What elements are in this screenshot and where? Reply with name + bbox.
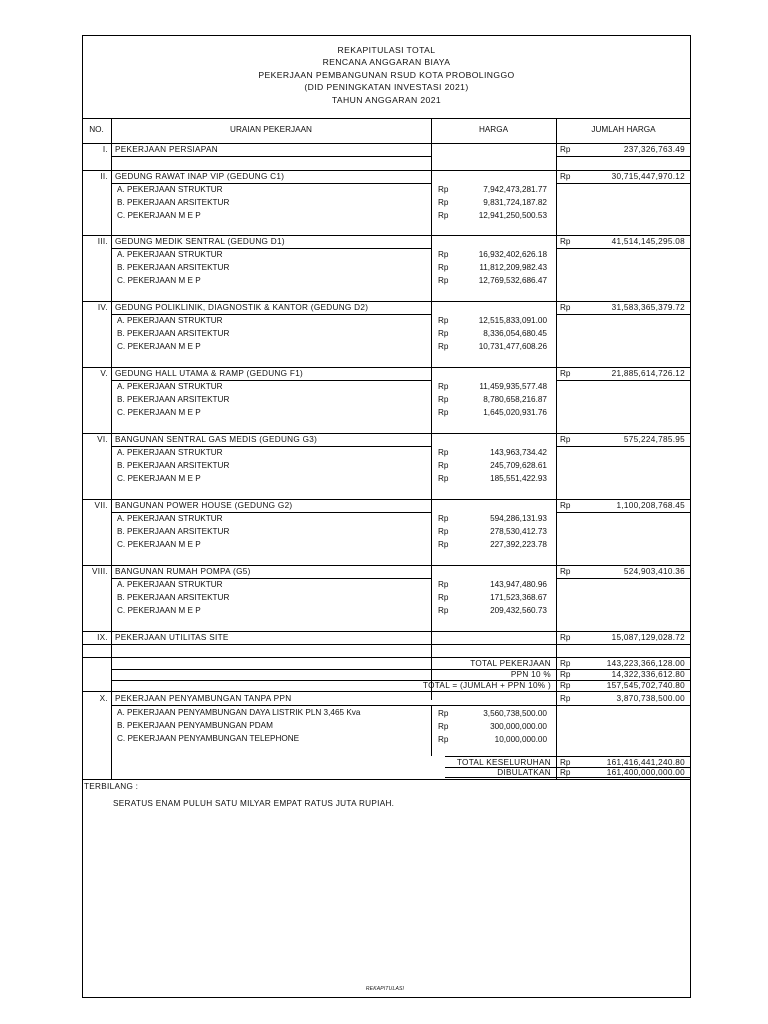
title-line-2: RENCANA ANGGARAN BIAYA: [322, 57, 451, 68]
item-price: 1,645,020,931.76: [483, 408, 547, 417]
section-total-underline: [556, 380, 691, 381]
header-no: NO.: [89, 125, 104, 134]
section-number: III.: [97, 237, 108, 246]
header-top-rule: [82, 118, 691, 119]
section-name: GEDUNG MEDIK SENTRAL (GEDUNG D1): [115, 237, 285, 246]
item-price: 10,000,000.00: [494, 735, 547, 744]
currency-label: Rp: [438, 316, 449, 325]
total-value: 143,223,366,128.00: [606, 659, 685, 668]
item-name: C. PEKERJAAN M E P: [117, 276, 201, 285]
item-name: A. PEKERJAAN STRUKTUR: [117, 448, 223, 457]
currency-label: Rp: [560, 768, 571, 777]
item-name: B. PEKERJAAN ARSITEKTUR: [117, 263, 230, 272]
section-total: 1,100,208,768.45: [616, 501, 685, 510]
currency-label: Rp: [438, 474, 449, 483]
currency-label: Rp: [438, 709, 449, 718]
header-harga: HARGA: [478, 125, 509, 134]
currency-label: Rp: [438, 580, 449, 589]
grand-total-value: 161,416,441,240.80: [606, 758, 685, 767]
item-name: A. PEKERJAAN STRUKTUR: [117, 382, 223, 391]
item-name: A. PEKERJAAN STRUKTUR: [117, 250, 223, 259]
terbilang-text: SERATUS ENAM PULUH SATU MILYAR EMPAT RATUS JUTA RUPIAH.: [113, 799, 395, 808]
table-bottom-rule: [82, 779, 691, 780]
currency-label: Rp: [438, 329, 449, 338]
item-price: 143,947,480.96: [490, 580, 547, 589]
section-name: GEDUNG HALL UTAMA & RAMP (GEDUNG F1): [115, 369, 304, 378]
currency-label: Rp: [438, 198, 449, 207]
currency-label: Rp: [438, 211, 449, 220]
item-name: C. PEKERJAAN M E P: [117, 606, 201, 615]
currency-label: Rp: [438, 540, 449, 549]
currency-label: Rp: [560, 237, 571, 246]
currency-label: Rp: [560, 501, 571, 510]
item-name: C. PEKERJAAN M E P: [117, 211, 201, 220]
item-name: C. PEKERJAAN M E P: [117, 540, 201, 549]
item-price: 209,432,560.73: [490, 606, 547, 615]
section-total-underline: [556, 156, 691, 157]
item-name: C. PEKERJAAN M E P: [117, 408, 201, 417]
section-total: 524,903,410.36: [623, 567, 685, 576]
item-price: 12,515,833,091.00: [478, 316, 547, 325]
section-name: BANGUNAN SENTRAL GAS MEDIS (GEDUNG G3): [115, 435, 318, 444]
item-price: 12,941,250,500.53: [478, 211, 547, 220]
item-name: A. PEKERJAAN STRUKTUR: [117, 185, 223, 194]
currency-label: Rp: [438, 382, 449, 391]
total-value: 14,322,336,612.80: [611, 670, 685, 679]
item-name: A. PEKERJAAN STRUKTUR: [117, 316, 223, 325]
section-number: IX.: [97, 633, 108, 642]
currency-label: Rp: [438, 735, 449, 744]
section-number: II.: [100, 172, 108, 181]
section-total: 41,514,145,295.08: [611, 237, 685, 246]
currency-label: Rp: [560, 145, 571, 154]
total-label: TOTAL = (JUMLAH + PPN 10% ): [422, 681, 551, 690]
currency-label: Rp: [560, 567, 571, 576]
section-total: 21,885,614,726.12: [611, 369, 685, 378]
currency-label: Rp: [560, 670, 571, 679]
page-footer: REKAPITULASI: [365, 986, 405, 992]
currency-label: Rp: [438, 342, 449, 351]
section-total: 237,326,763.49: [623, 145, 685, 154]
title-line-1: REKAPITULASI TOTAL: [337, 45, 436, 55]
item-price: 143,963,734.42: [490, 448, 547, 457]
currency-label: Rp: [560, 303, 571, 312]
item-name: B. PEKERJAAN PENYAMBUNGAN PDAM: [117, 721, 273, 730]
grand-total-label: TOTAL KESELURUHAN: [456, 758, 551, 767]
section-name: PEKERJAAN UTILITAS SITE: [115, 633, 229, 642]
terbilang-label: TERBILANG :: [84, 782, 139, 791]
section-name-underline: [111, 156, 431, 157]
total-label: TOTAL PEKERJAAN: [470, 659, 551, 668]
currency-label: Rp: [560, 694, 571, 703]
currency-label: Rp: [560, 633, 571, 642]
document-title: [82, 44, 691, 106]
section-name-underline: [111, 705, 691, 706]
item-price: 245,709,628.61: [490, 461, 547, 470]
currency-label: Rp: [438, 263, 449, 272]
item-price: 278,530,412.73: [490, 527, 547, 536]
header-jumlah: JUMLAH HARGA: [591, 125, 656, 134]
item-name: B. PEKERJAAN ARSITEKTUR: [117, 461, 230, 470]
total-value: 157,545,702,740.80: [606, 681, 685, 690]
item-name: A. PEKERJAAN STRUKTUR: [117, 514, 223, 523]
item-price: 227,392,223.78: [490, 540, 547, 549]
item-price: 171,523,368.67: [490, 593, 547, 602]
header-uraian: URAIAN PEKERJAAN: [230, 125, 312, 134]
title-line-5: TAHUN ANGGARAN 2021: [331, 94, 442, 105]
item-name: B. PEKERJAAN ARSITEKTUR: [117, 527, 230, 536]
currency-label: Rp: [438, 448, 449, 457]
section-number: V.: [100, 369, 108, 378]
item-price: 10,731,477,608.26: [478, 342, 547, 351]
section-number: I.: [102, 145, 108, 154]
section-total-underline: [556, 314, 691, 315]
section-total: 575,224,785.95: [623, 435, 685, 444]
title-line-4: (DID PENINGKATAN INVESTASI 2021): [304, 82, 469, 93]
currency-label: Rp: [438, 606, 449, 615]
currency-label: Rp: [560, 435, 571, 444]
currency-label: Rp: [560, 758, 571, 767]
item-price: 11,459,935,577.48: [479, 382, 547, 391]
currency-label: Rp: [438, 722, 449, 731]
title-line-3: PEKERJAAN PEMBANGUNAN RSUD KOTA PROBOLINGGO: [258, 69, 515, 80]
currency-label: Rp: [438, 395, 449, 404]
item-price: 185,551,422.93: [490, 474, 547, 483]
grand-total-rule: [445, 777, 691, 778]
currency-label: Rp: [438, 461, 449, 470]
item-name: C. PEKERJAAN M E P: [117, 474, 201, 483]
total-label: PPN 10 %: [510, 670, 551, 679]
item-name: C. PEKERJAAN PENYAMBUNGAN TELEPHONE: [117, 734, 300, 743]
section-total-underline: [556, 446, 691, 447]
currency-label: Rp: [560, 369, 571, 378]
totals-bottom-rule: [82, 691, 691, 692]
item-name: B. PEKERJAAN ARSITEKTUR: [117, 593, 230, 602]
item-price: 12,769,532,686.47: [478, 276, 547, 285]
item-price: 9,831,724,187.82: [483, 198, 547, 207]
item-price: 300,000,000.00: [490, 722, 547, 731]
section-total-underline: [556, 578, 691, 579]
section-total-underline: [556, 512, 691, 513]
section-total: 31,583,365,379.72: [611, 303, 685, 312]
section-total-underline: [556, 248, 691, 249]
grand-total-label: DIBULATKAN: [497, 768, 551, 777]
section-number: VI.: [97, 435, 108, 444]
currency-label: Rp: [438, 185, 449, 194]
section-name: BANGUNAN POWER HOUSE (GEDUNG G2): [115, 501, 293, 510]
item-name: A. PEKERJAAN STRUKTUR: [117, 580, 223, 589]
item-name: B. PEKERJAAN ARSITEKTUR: [117, 329, 230, 338]
section-number: VII.: [94, 501, 108, 510]
currency-label: Rp: [438, 514, 449, 523]
column-rule-uraian: [431, 705, 432, 756]
item-name: A. PEKERJAAN PENYAMBUNGAN DAYA LISTRIK PLN 3,465 Kva: [117, 708, 361, 717]
section-number: IV.: [97, 303, 108, 312]
item-price: 7,942,473,281.77: [483, 185, 547, 194]
item-price: 3,560,738,500.00: [483, 709, 547, 718]
item-name: B. PEKERJAAN ARSITEKTUR: [117, 395, 230, 404]
item-price: 8,780,658,216.87: [483, 395, 547, 404]
section-name: GEDUNG POLIKLINIK, DIAGNOSTIK & KANTOR (GEDUNG D2): [115, 303, 369, 312]
section-number: X.: [99, 694, 108, 703]
section-separator: [82, 644, 691, 645]
section-total: 15,087,129,028.72: [611, 633, 685, 642]
currency-label: Rp: [560, 681, 571, 690]
section-name: PEKERJAAN PENYAMBUNGAN TANPA PPN: [115, 694, 292, 703]
item-price: 16,932,402,626.18: [478, 250, 547, 259]
grand-total-value: 161,400,000,000.00: [606, 768, 685, 777]
currency-label: Rp: [560, 659, 571, 668]
currency-label: Rp: [438, 250, 449, 259]
currency-label: Rp: [438, 408, 449, 417]
item-price: 8,336,054,680.45: [483, 329, 547, 338]
item-price: 11,812,209,982.43: [479, 263, 547, 272]
item-name: B. PEKERJAAN ARSITEKTUR: [117, 198, 230, 207]
section-total: 3,870,738,500.00: [616, 694, 685, 703]
item-name: C. PEKERJAAN M E P: [117, 342, 201, 351]
section-total-underline: [556, 183, 691, 184]
section-total: 30,715,447,970.12: [611, 172, 685, 181]
section-name: PEKERJAAN PERSIAPAN: [115, 145, 218, 154]
section-name: BANGUNAN RUMAH POMPA (G5): [115, 567, 251, 576]
section-name: GEDUNG RAWAT INAP VIP (GEDUNG C1): [115, 172, 285, 181]
item-price: 594,286,131.93: [490, 514, 547, 523]
currency-label: Rp: [560, 172, 571, 181]
section-number: VIII.: [91, 567, 108, 576]
currency-label: Rp: [438, 527, 449, 536]
currency-label: Rp: [438, 276, 449, 285]
currency-label: Rp: [438, 593, 449, 602]
